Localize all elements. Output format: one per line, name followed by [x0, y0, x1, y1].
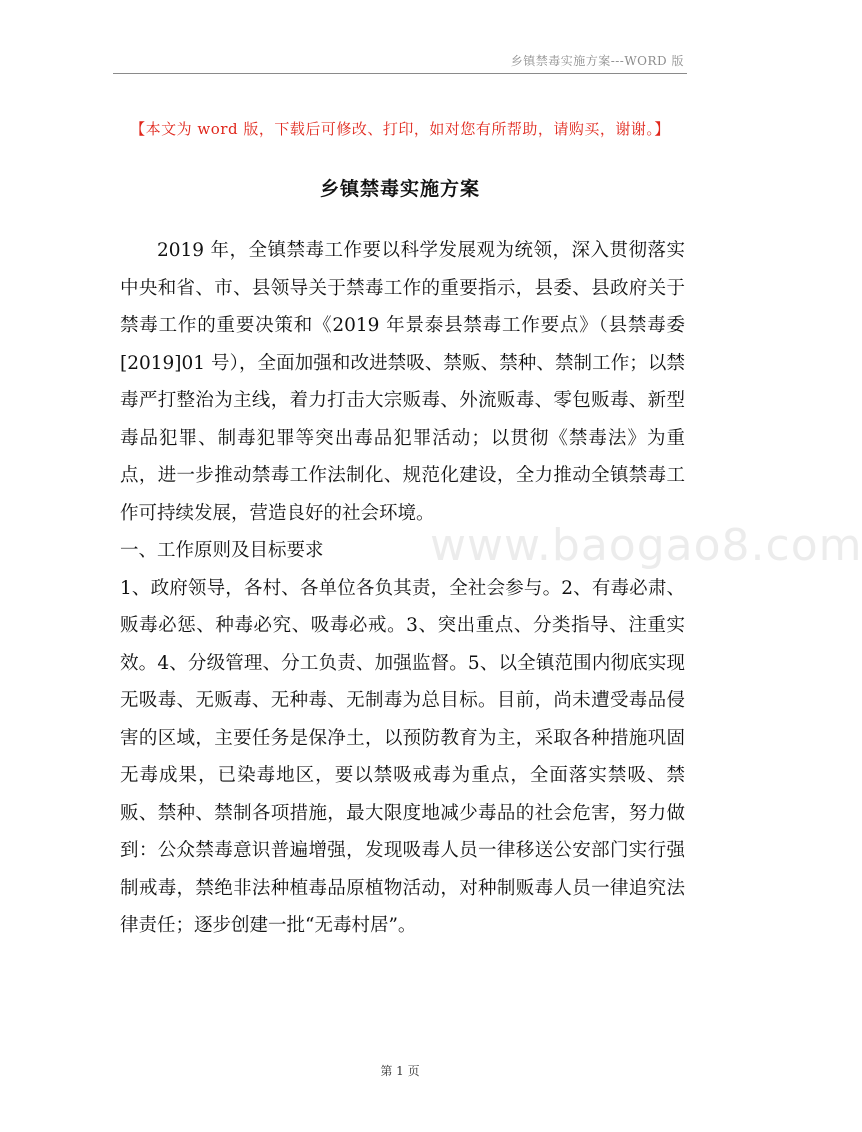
document-title: 乡镇禁毒实施方案 [319, 178, 480, 200]
watermark: www.baogao8.com [430, 520, 862, 571]
running-header: 乡镇禁毒实施方案---WORD 版 [510, 54, 684, 68]
principles-paragraph: 1、政府领导，各村、各单位各负其责，全社会参与。2、有毒必肃、贩毒必惩、种毒必究、吸毒必戒。3、突出重点、分类指导、注重实效。4、分级管理、分工负责、加强监督。5、以全镇范围内彻底实现无吸毒、无贩毒、无种毒、无制毒为总目标。目前，尚未遭受毒品侵害的区域，主要任务是保净土，以预防教育为主，采取各种措施巩固无毒成果，已染毒地区，要以禁吸戒毒为重点，全面落实禁吸、禁贩、禁种、禁制各项措施，最大限度地减少毒品的社会危害，努力做到：公众禁毒意识普遍增强，发现吸毒人员一律移送公安部门实行强制戒毒，禁绝非法种植毒品原植物活动，对种制贩毒人员一律追究法律责任；逐步创建一批“无毒村居”。 [120, 577, 685, 936]
header-divider [113, 73, 687, 74]
section-heading: 一、工作原则及目标要求 [120, 540, 324, 561]
document-body [120, 232, 685, 945]
page-number: 第 1 页 [380, 1064, 420, 1078]
intro-paragraph: 2019 年，全镇禁毒工作要以科学发展观为统领，深入贯彻落实中央和省、市、县领导关于禁毒工作的重要指示，县委、县政府关于禁毒工作的重要决策和《2019 年景泰县禁毒工作要点》（县禁毒委[2019]01 号），全面加强和改进禁吸、禁贩、禁种、禁制工作；以禁毒严打整治为主线，着力打击大宗贩毒、外流贩毒、零包贩毒、新型毒品犯罪、制毒犯罪等突出毒品犯罪活动；以贯彻《禁毒法》为重点，进一步推动禁毒工作法制化、规范化建设，全力推动全镇禁毒工作可持续发展，营造良好的社会环境。 [120, 240, 685, 524]
purchase-notice: 【本文为 word 版，下载后可修改、打印，如对您有所帮助，请购买，谢谢。】 [130, 120, 670, 138]
